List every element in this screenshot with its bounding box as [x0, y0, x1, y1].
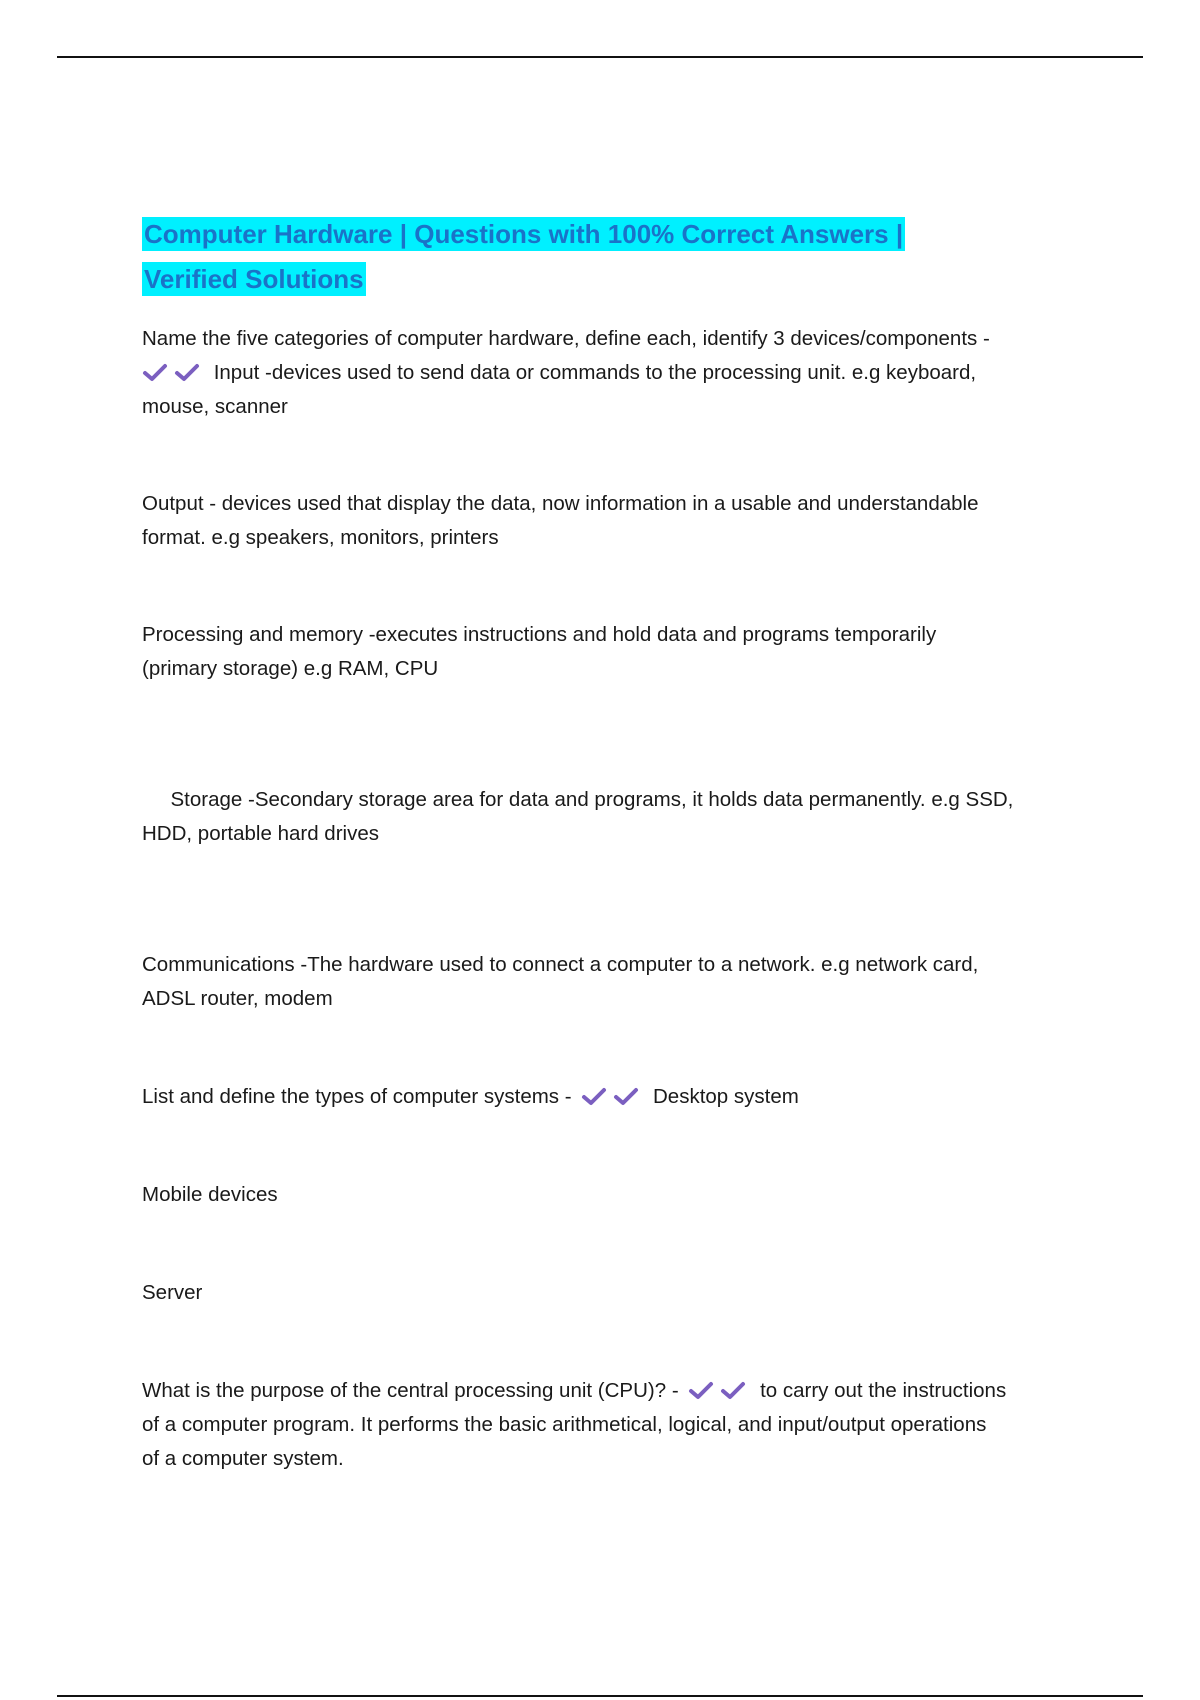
check-icon	[174, 362, 200, 382]
question-text: List and define the types of computer systems -	[142, 1085, 572, 1108]
question-computer-systems	[142, 1080, 1072, 1114]
list-item-server	[142, 1276, 1072, 1310]
answer-text-continued: mouse, scanner	[142, 395, 288, 418]
title-line-1: Computer Hardware | Questions with 100% Correct Answers |	[144, 219, 904, 249]
double-check-icon	[688, 1379, 758, 1402]
question-hardware-categories	[142, 322, 1072, 424]
communications-line-1: Communications -The hardware used to connect a computer to a network. e.g network card,	[142, 953, 979, 976]
question-text: Name the five categories of computer hardware, define each, identify 3 devices/components -	[142, 327, 990, 350]
question-cpu-purpose	[142, 1374, 1072, 1476]
processing-line-2: (primary storage) e.g RAM, CPU	[142, 657, 439, 680]
double-check-icon	[142, 361, 212, 384]
paragraph-storage	[142, 749, 1072, 885]
top-rule	[57, 56, 1143, 58]
check-icon	[142, 362, 168, 382]
output-line-1: Output - devices used that display the data, now information in a usable and understandable	[142, 492, 979, 515]
check-icon	[720, 1380, 746, 1400]
output-line-2: format. e.g speakers, monitors, printers	[142, 526, 499, 549]
storage-line-2: HDD, portable hard drives	[142, 822, 379, 845]
double-check-icon	[581, 1085, 651, 1108]
server-text: Server	[142, 1281, 203, 1304]
bottom-rule	[57, 1695, 1143, 1697]
title-line-2: Verified Solutions	[144, 264, 364, 294]
check-icon	[613, 1086, 639, 1106]
answer-text-end: of a computer system.	[142, 1447, 344, 1470]
answer-text: Input -devices used to send data or commands to the processing unit. e.g keyboard,	[213, 361, 977, 384]
answer-text-continued: of a computer program. It performs the basic arithmetical, logical, and input/output operations	[142, 1413, 987, 1436]
answer-text: Desktop system	[652, 1085, 799, 1108]
paragraph-communications	[142, 948, 1072, 1016]
mobile-text: Mobile devices	[142, 1183, 278, 1206]
processing-line-1: Processing and memory -executes instructions and hold data and programs temporarily	[142, 623, 937, 646]
document-body	[142, 212, 1072, 1476]
paragraph-processing	[142, 618, 1072, 686]
paragraph-output	[142, 487, 1072, 555]
answer-text: to carry out the instructions	[760, 1379, 1007, 1402]
list-item-mobile	[142, 1178, 1072, 1212]
question-text: What is the purpose of the central processing unit (CPU)? -	[142, 1379, 679, 1402]
storage-line-1: Storage -Secondary storage area for data and programs, it holds data permanently. e.g SSD,	[164, 788, 1014, 811]
check-icon	[581, 1086, 607, 1106]
check-icon	[688, 1380, 714, 1400]
communications-line-2: ADSL router, modem	[142, 987, 333, 1010]
document-title	[142, 212, 1072, 302]
